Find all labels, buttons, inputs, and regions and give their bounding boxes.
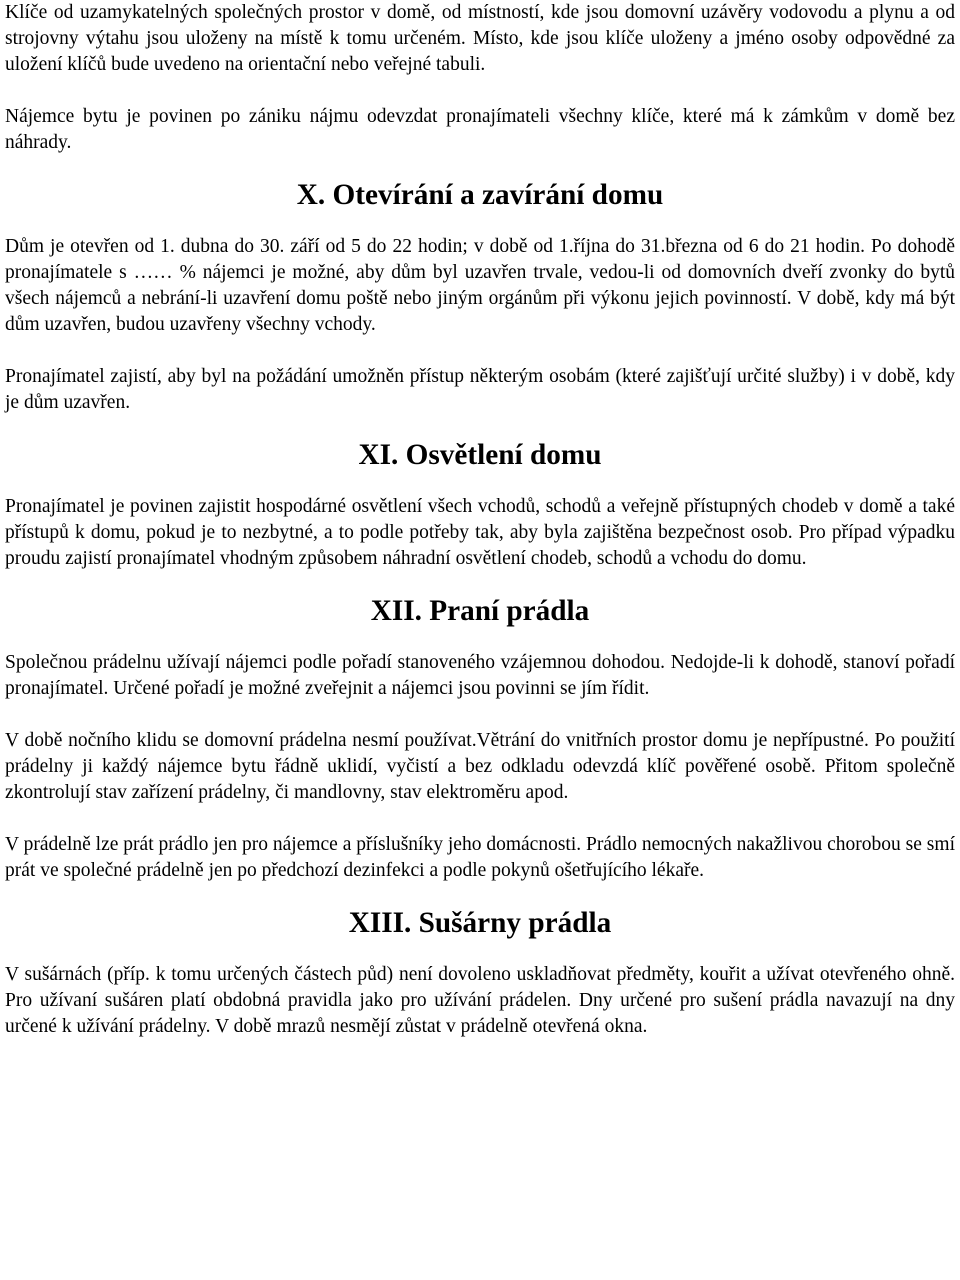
- paragraph-laundry-night: V době nočního klidu se domovní prádelna nesmí používat.Větrání do vnitřních prostor domu je nepřípustné. Po použití prádelny ji každý nájemce bytu řádně uklidí, vyčistí a bez odkladu odevzdá klíč pověřené osobě. Přitom společně zkontrolují stav zařízení prádelny, či mandlovny, stav elektroměru apod.: [5, 730, 955, 803]
- paragraph-lighting: Pronajímatel je povinen zajistit hospodárné osvětlení všech vchodů, schodů a veřejně přístupných chodeb v domě a také přístupů k domu, pokud je to nezbytné, a to podle potřeby tak, aby byla zajištěna bezpečnost osob. Pro případ výpadku proudu zajistí pronajímatel vhodným způsobem náhradní osvětlení chodeb, schodů a vchodu do domu.: [5, 496, 955, 569]
- paragraph-laundry-hygiene: V prádelně lze prát prádlo jen pro nájemce a příslušníky jeho domácnosti. Prádlo nemocných nakažlivou chorobou se smí prát ve společné prádelně jen po předchozí dezinfekci a podle pokynů ošetřujícího lékaře.: [5, 834, 955, 881]
- section-heading-xii: XII. Praní prádla: [370, 595, 590, 627]
- paragraph-keys-return: Nájemce bytu je povinen po zániku nájmu odevzdat pronajímateli všechny klíče, které má k zámkům v domě bez náhrady.: [5, 106, 955, 153]
- paragraph-access-services: Pronajímatel zajistí, aby byl na požádání umožněn přístup některým osobám (které zajišťují určité služby) i v době, kdy je dům uzavřen.: [5, 366, 955, 413]
- paragraph-keys-storage: Klíče od uzamykatelných společných prostor v domě, od místností, kde jsou domovní uzávěry vodovodu a plynu a od strojovny výtahu jsou uloženy na místě k tomu určeném. Místo, kde jsou klíče uloženy a jméno osoby odpovědné za uložení klíčů bude uvedeno na orientační nebo veřejné tabuli.: [5, 2, 955, 75]
- paragraph-opening-hours: Dům je otevřen od 1. dubna do 30. září od 5 do 22 hodin; v době od 1.října do 31.března od 6 do 21 hodin. Po dohodě pronajímatele s …… % nájemci je možné, aby dům byl uzavřen trvale, vedou-li od domovních dveří zvonky do bytů všech nájemců a nebrání-li uzavření domu poště nebo jiným orgánům při výkonu jejich povinností. V době, kdy má být dům uzavřen, budou uzavřeny všechny vchody.: [5, 236, 955, 335]
- document-page: [5, 0, 955, 1040]
- paragraph-laundry-order: Společnou prádelnu užívají nájemci podle pořadí stanoveného vzájemnou dohodou. Nedojde-li k dohodě, stanoví pořadí pronajímatel. Určené pořadí je možné zveřejnit a nájemci jsou povinni se jím řídit.: [5, 652, 955, 699]
- section-heading-x: X. Otevírání a zavírání domu: [296, 179, 664, 211]
- section-heading-xi: XI. Osvětlení domu: [358, 439, 602, 471]
- section-heading-xiii: XIII. Sušárny prádla: [348, 907, 612, 939]
- paragraph-drying-rooms: V sušárnách (příp. k tomu určených částech půd) není dovoleno uskladňovat předměty, kouřit a užívat otevřeného ohně. Pro užívaní sušáren platí obdobná pravidla jako pro užívání prádelen. Dny určené pro sušení prádla navazují na dny určené k užívání prádelny. V době mrazů nesmějí zůstat v prádelně otevřená okna.: [5, 964, 955, 1037]
